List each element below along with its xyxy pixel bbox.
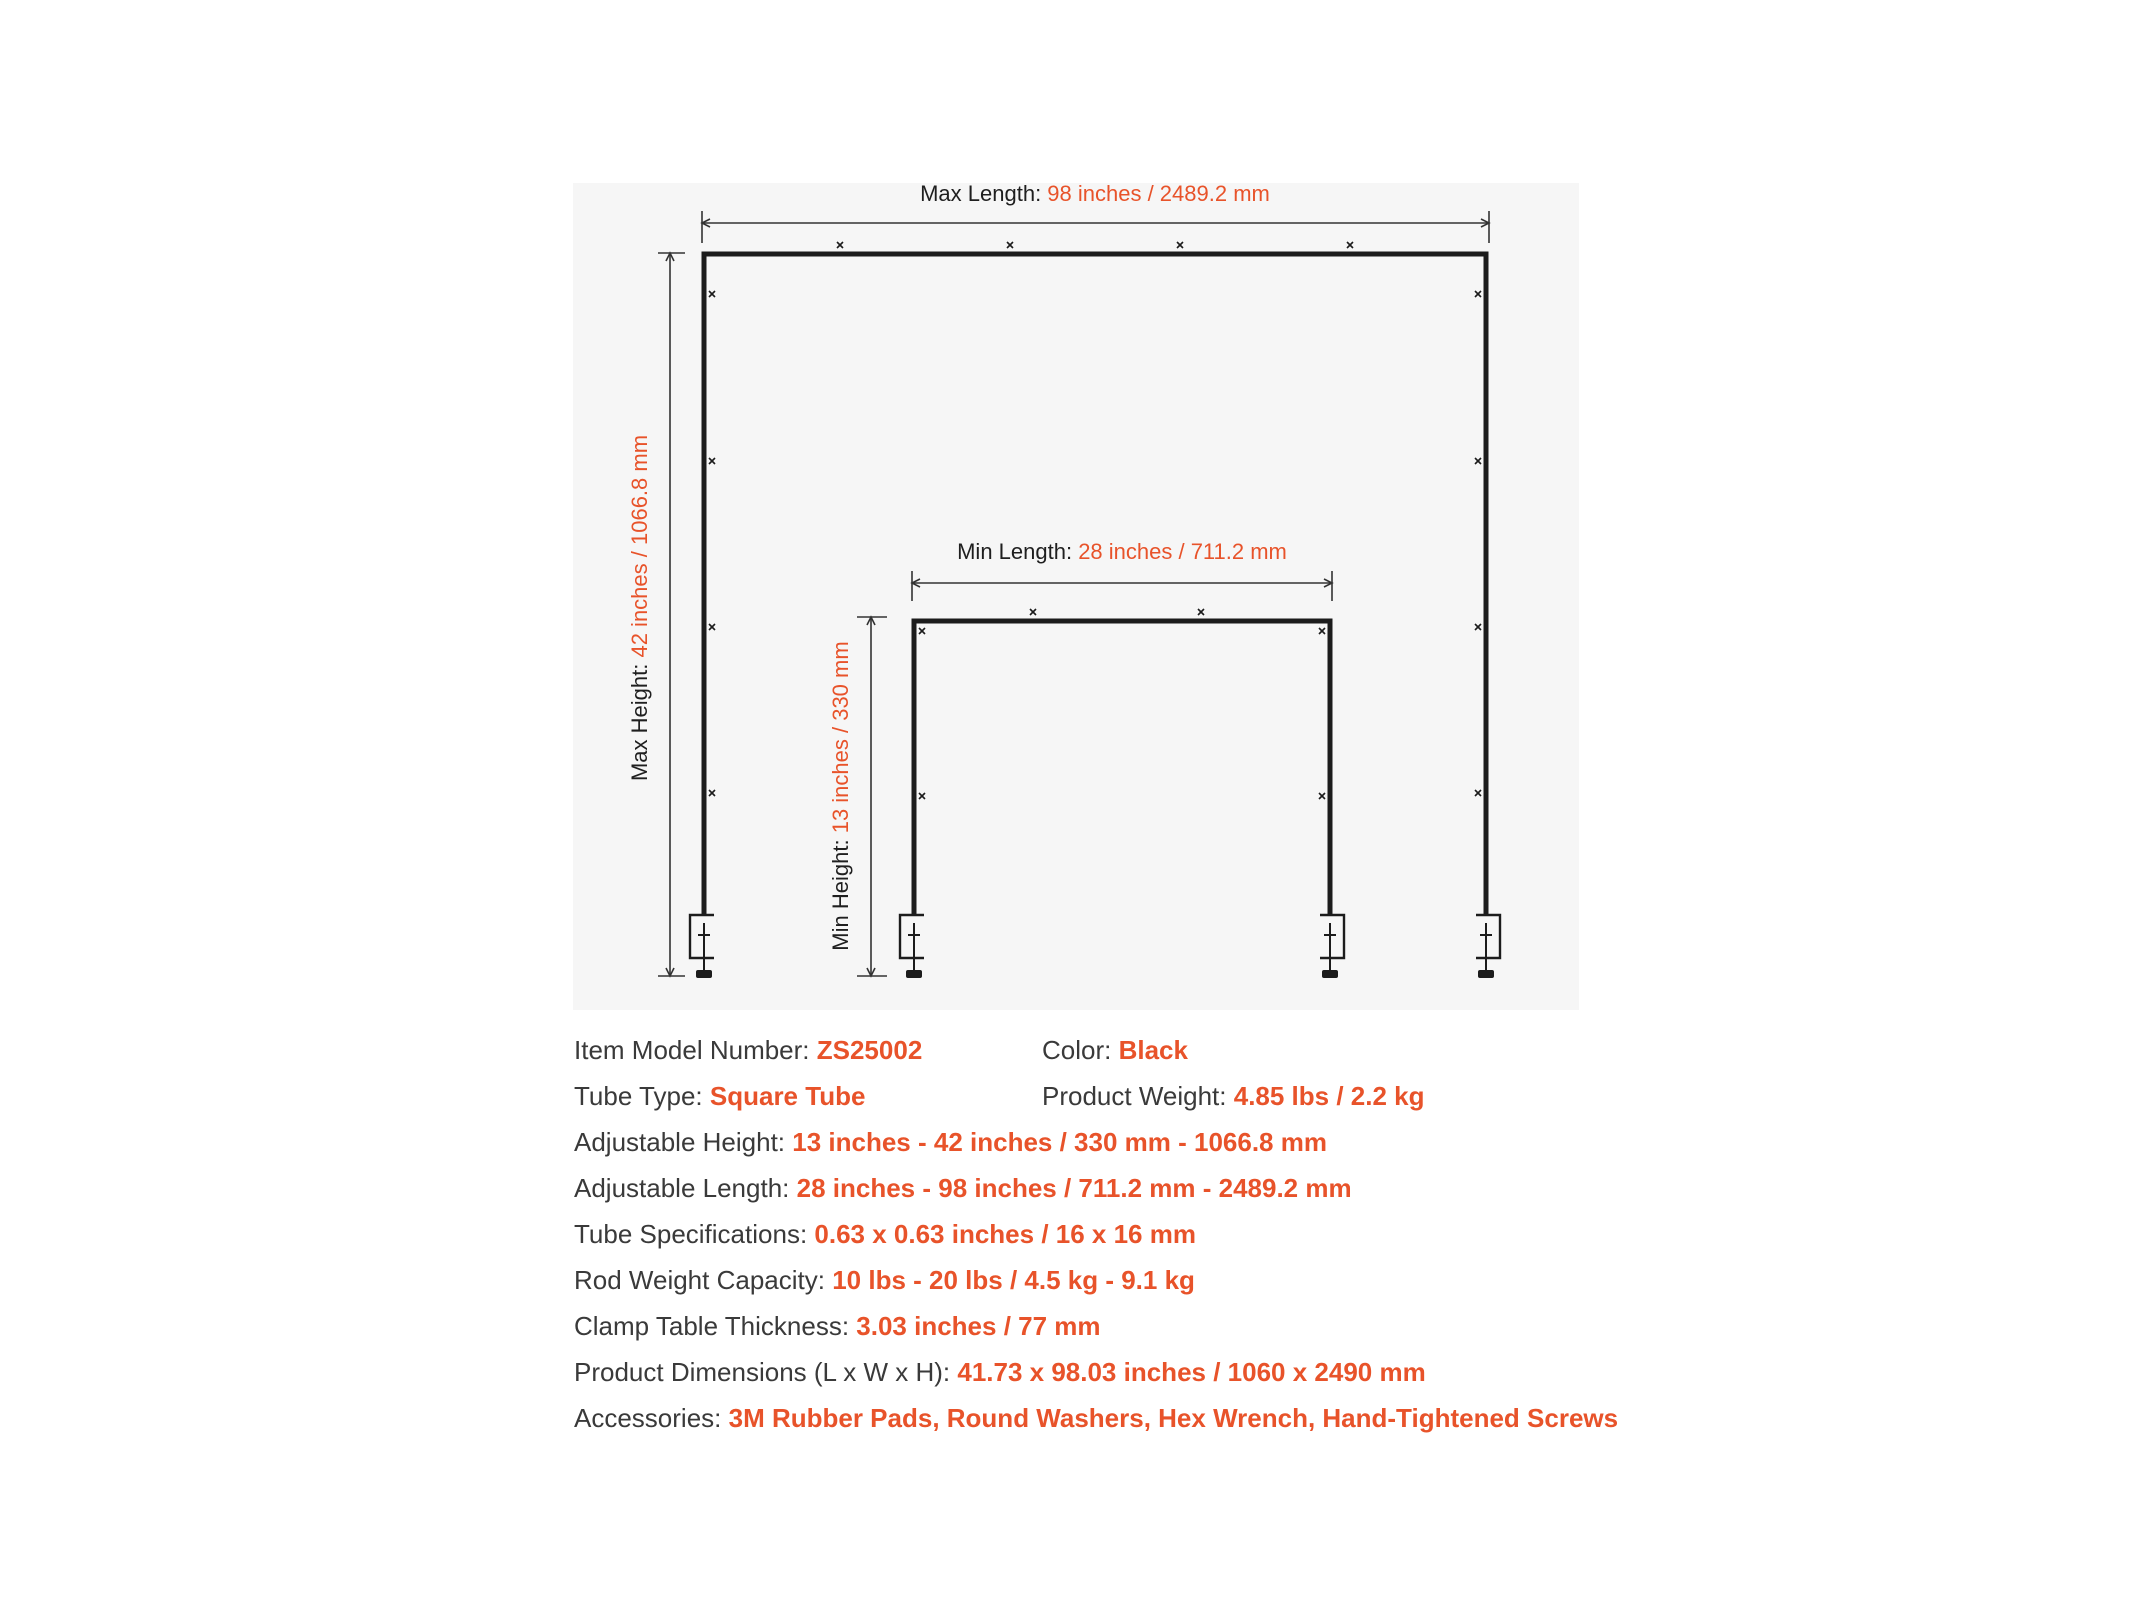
max-height-label: Max Height: 42 inches / 1066.8 mm (627, 434, 652, 782)
spec-value: 13 inches - 42 inches / 330 mm - 1066.8 mm (792, 1127, 1327, 1157)
spec-tube-specifications (574, 1214, 1196, 1254)
spec-label: Item Model Number: (574, 1035, 817, 1065)
min-frame (900, 609, 1344, 978)
spec-tube-type (574, 1076, 865, 1116)
spec-value: 3M Rubber Pads, Round Washers, Hex Wrench, Hand-Tightened Screws (728, 1403, 1619, 1433)
min-height-dimension (828, 617, 887, 976)
spec-label: Color: (1042, 1035, 1119, 1065)
spec-label: Adjustable Length: (574, 1173, 797, 1203)
max-length-dimension (702, 183, 1489, 243)
spec-value: 0.63 x 0.63 inches / 16 x 16 mm (814, 1219, 1196, 1249)
spec-value: Black (1118, 1035, 1188, 1065)
spec-value: 4.85 lbs / 2.2 kg (1233, 1081, 1425, 1111)
min-length-dimension (912, 539, 1332, 601)
spec-label: Tube Type: (574, 1081, 710, 1111)
spec-label: Tube Specifications: (574, 1219, 815, 1249)
spec-adjustable-length (574, 1168, 1352, 1208)
max-frame (690, 242, 1500, 978)
spec-label: Accessories: (574, 1403, 729, 1433)
spec-label: Clamp Table Thickness: (574, 1311, 857, 1341)
spec-value: Square Tube (709, 1081, 866, 1111)
spec-model-number (574, 1030, 922, 1070)
spec-accessories (574, 1398, 1618, 1438)
spec-value: 41.73 x 98.03 inches / 1060 x 2490 mm (957, 1357, 1426, 1387)
max-height-dimension (627, 253, 685, 976)
spec-label: Product Dimensions (L x W x H): (574, 1357, 958, 1387)
spec-clamp-thickness (574, 1306, 1101, 1346)
spec-value: 10 lbs - 20 lbs / 4.5 kg - 9.1 kg (832, 1265, 1195, 1295)
diagram-panel (573, 183, 1579, 1010)
frame-diagram (573, 183, 1579, 1010)
clamp-icon (690, 915, 714, 978)
spec-label: Adjustable Height: (574, 1127, 793, 1157)
spec-product-weight (1042, 1076, 1425, 1116)
spec-label: Rod Weight Capacity: (574, 1265, 833, 1295)
clamp-icon (1320, 915, 1344, 978)
spec-adjustable-height (574, 1122, 1327, 1162)
spec-list (574, 1030, 1674, 1450)
max-length-label: Max Length: 98 inches / 2489.2 mm (920, 183, 1270, 206)
spec-value: 3.03 inches / 77 mm (856, 1311, 1101, 1341)
spec-product-dimensions (574, 1352, 1426, 1392)
spec-rod-weight-capacity (574, 1260, 1195, 1300)
spec-value: 28 inches - 98 inches / 711.2 mm - 2489.2 mm (796, 1173, 1352, 1203)
spec-label: Product Weight: (1042, 1081, 1234, 1111)
spec-color (1042, 1030, 1188, 1070)
clamp-icon (1476, 915, 1500, 978)
min-length-label: Min Length: 28 inches / 711.2 mm (957, 539, 1287, 564)
spec-value: ZS25002 (816, 1035, 923, 1065)
clamp-icon (900, 915, 924, 978)
min-height-label: Min Height: 13 inches / 330 mm (828, 641, 853, 951)
